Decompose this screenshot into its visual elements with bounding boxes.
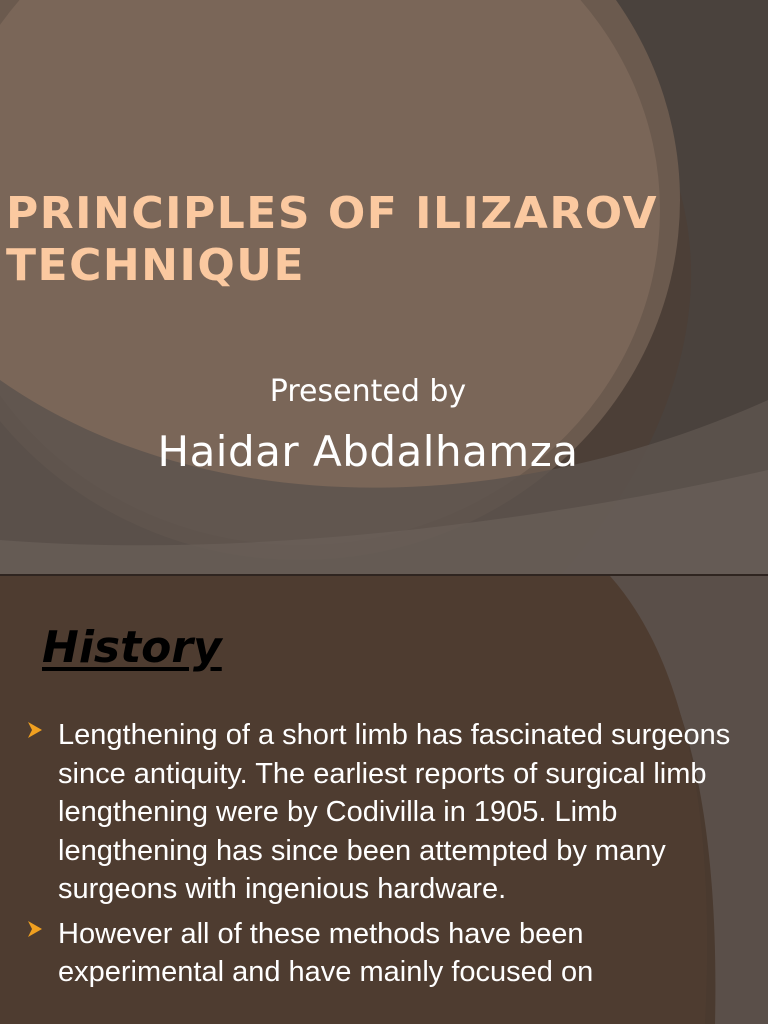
list-item xyxy=(0,716,768,909)
arrowhead-bullet-icon xyxy=(26,721,44,739)
presented-by-label: Presented by xyxy=(269,374,467,409)
bullet-text: However all of these methods have been experimental and have mainly focused on xyxy=(58,917,594,988)
presenter-name: Haidar Abdalhamza xyxy=(157,427,579,476)
bullet-text: Lengthening of a short limb has fascinated surgeons since antiquity. The earliest reports of surgical limb lengthening were by Codivilla in 1905. Limb lengthening has since been attempted by many surgeons with ingenious hardware. xyxy=(58,719,731,905)
list-item xyxy=(0,915,768,992)
section-heading: History xyxy=(42,622,222,673)
arrowhead-bullet-icon xyxy=(26,920,44,938)
bullet-list xyxy=(0,716,768,998)
history-slide xyxy=(0,576,768,1024)
slide-title: PRINCIPLES OF ILIZAROV TECHNIQUE xyxy=(6,188,659,291)
